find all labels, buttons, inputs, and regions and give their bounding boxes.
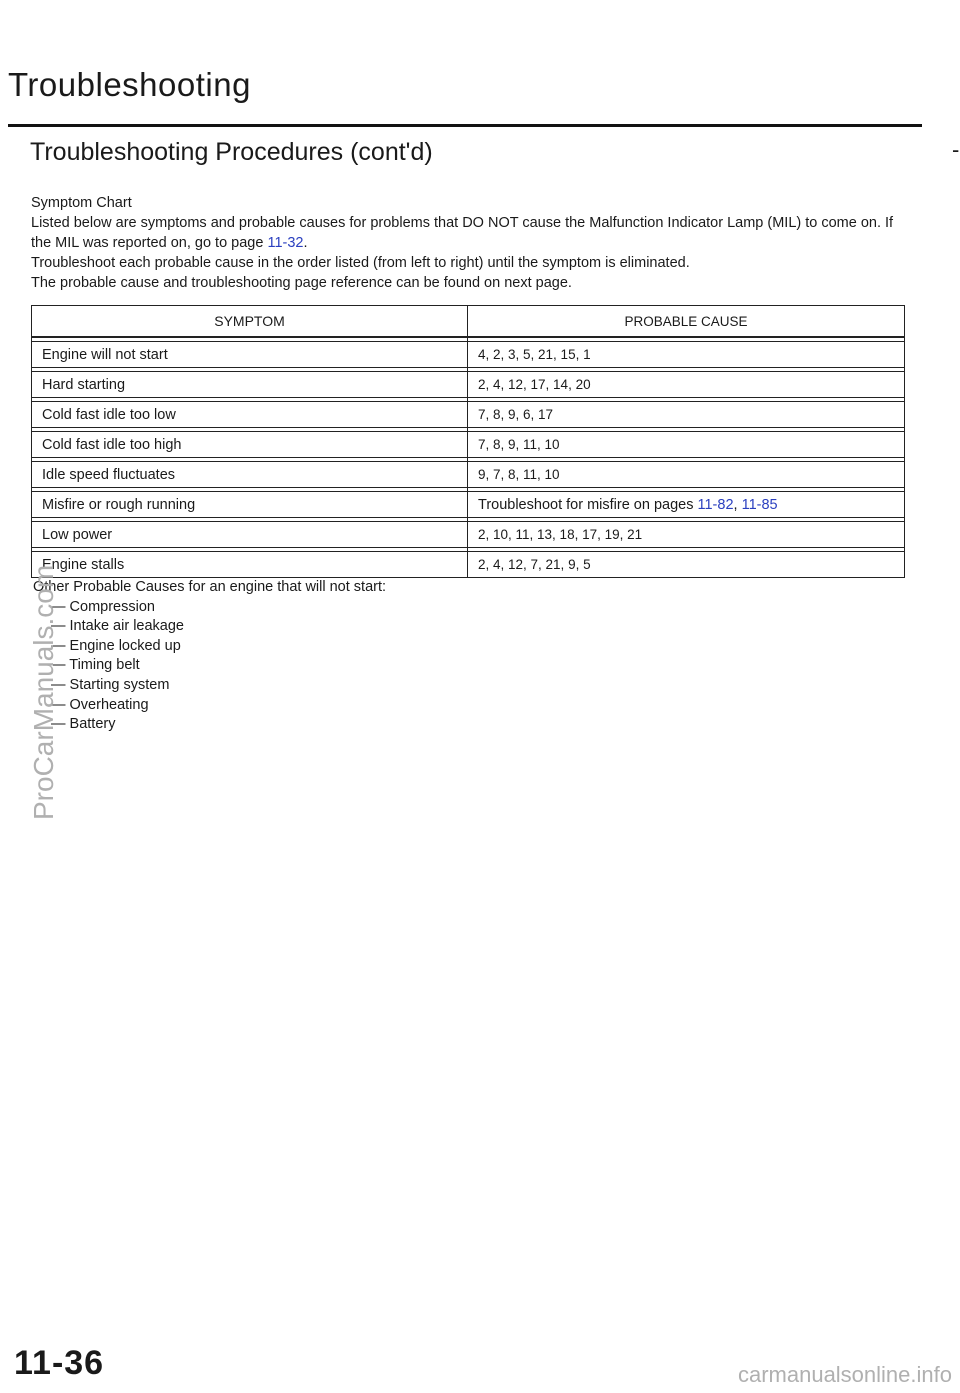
- list-item: — Starting system: [51, 676, 170, 693]
- cause-cell: 4, 2, 3, 5, 21, 15, 1: [468, 342, 905, 368]
- symptom-chart-heading: Symptom Chart: [31, 195, 132, 211]
- table-row: [32, 522, 905, 548]
- list-item: — Compression: [51, 598, 155, 615]
- cause-cell: Troubleshoot for misfire on pages 11-82, 11-85: [468, 492, 905, 518]
- list-item: — Engine locked up: [51, 637, 181, 654]
- intro-paragraph: Listed below are symptoms and probable causes for problems that DO NOT cause the Malfunction Indicator Lamp (MIL) to come on. If the MIL was reported on, go to page 11-32.: [31, 215, 894, 251]
- page-title: Troubleshooting: [8, 66, 251, 103]
- cause-cell: 7, 8, 9, 6, 17: [468, 402, 905, 428]
- table-row: [32, 432, 905, 458]
- title-divider: [8, 124, 922, 127]
- list-item: — Overheating: [51, 696, 149, 713]
- header-symptom: SYMPTOM: [32, 306, 468, 338]
- other-causes: [33, 578, 386, 735]
- table-row: [32, 372, 905, 398]
- cause-cell: 2, 4, 12, 7, 21, 9, 5: [468, 552, 905, 578]
- symptom-cell: Cold fast idle too high: [32, 432, 468, 458]
- page-link-11-32[interactable]: 11-32: [267, 235, 304, 251]
- cause-cell: 2, 4, 12, 17, 14, 20: [468, 372, 905, 398]
- symptom-cell: Engine will not start: [32, 342, 468, 368]
- table-row: [32, 402, 905, 428]
- table-row: [32, 342, 905, 368]
- table-row: [32, 462, 905, 488]
- intro-line3: The probable cause and troubleshooting page reference can be found on next page.: [31, 275, 572, 291]
- side-watermark: ProCarManuals.com: [28, 564, 59, 820]
- page-number: 11-36: [14, 1344, 105, 1382]
- list-item: — Timing belt: [51, 657, 140, 674]
- other-causes-list: [33, 598, 386, 735]
- list-item: — Intake air leakage: [51, 618, 184, 635]
- cause-cell: 9, 7, 8, 11, 10: [468, 462, 905, 488]
- header-probable-cause: PROBABLE CAUSE: [468, 306, 905, 338]
- intro-line1: Listed below are symptoms and probable causes for problems that DO NOT cause the Malfunction Indicator Lamp (MIL) to come on. If the MIL was reported on, go to page: [31, 215, 894, 251]
- symptom-cell: Cold fast idle too low: [32, 402, 468, 428]
- symptom-cell: Low power: [32, 522, 468, 548]
- page-link-11-82[interactable]: 11-82: [697, 496, 734, 513]
- cause-cell: 2, 10, 11, 13, 18, 17, 19, 21: [468, 522, 905, 548]
- symptom-cell: Hard starting: [32, 372, 468, 398]
- intro-text: [31, 193, 911, 293]
- symptom-cell: Engine stalls: [32, 552, 468, 578]
- table-header-row: [32, 306, 905, 338]
- symptom-cell: Idle speed fluctuates: [32, 462, 468, 488]
- intro-line2: Troubleshoot each probable cause in the order listed (from left to right) until the symptom is eliminated.: [31, 255, 690, 271]
- cause-cell: 7, 8, 9, 11, 10: [468, 432, 905, 458]
- table-row: [32, 552, 905, 578]
- symptom-table: [31, 305, 905, 578]
- footer-watermark: carmanualsonline.info: [737, 1362, 952, 1387]
- margin-dash-mark: -: [952, 137, 960, 162]
- other-causes-heading: Other Probable Causes for an engine that will not start:: [33, 579, 387, 595]
- symptom-cell: Misfire or rough running: [32, 492, 468, 518]
- table-row: [32, 492, 905, 518]
- page-link-11-85[interactable]: 11-85: [741, 496, 778, 513]
- list-item: — Battery: [51, 716, 116, 733]
- section-title: Troubleshooting Procedures (cont'd): [30, 138, 433, 166]
